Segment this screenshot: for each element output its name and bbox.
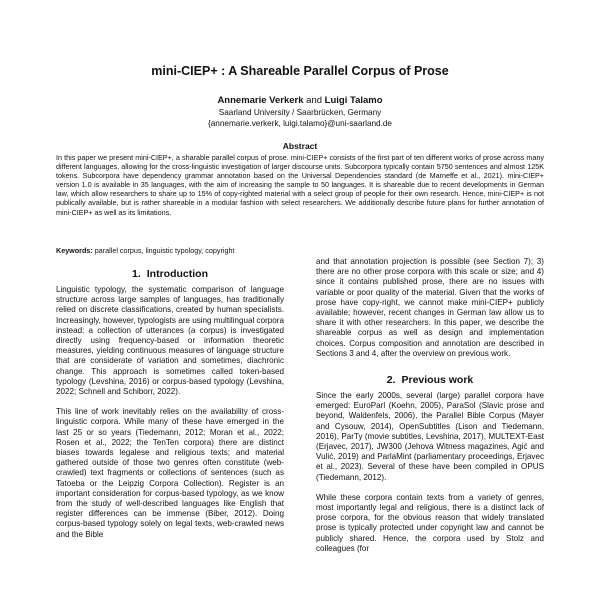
section-number: 2. (386, 374, 396, 386)
abstract-heading: Abstract (282, 141, 318, 151)
paragraph: and that annotation projection is possible (see Section 7); 3) there are no other prose corpora with this scale or size; and 4) since it contains published prose, there are no issues with variable or poor quality of the material. Given that the works of prose have copy-right, we cannot make mini-CIEP+ publicly available; however, recent changes in German law allow us to share it with other researchers. In this paper, we describe the shareable corpus as well as design and implementation choices. Corpus composition and annotation are described in Sections 3 and 4, after the overview on previous work. (316, 257, 544, 358)
left-column (56, 285, 284, 550)
email: {annemarie.verkerk, luigi.talamo}@uni-saarland.de (208, 118, 392, 128)
affiliation-block (0, 108, 600, 129)
author-line (0, 95, 600, 106)
section-title: Previous work (401, 374, 474, 386)
author-name: Annemarie Verkerk (217, 95, 304, 106)
paragraph: Linguistic typology, the systematic comparison of language structure across large samples of languages, has traditionally relied on discrete classifications, created by human specialists. Increasingly, however, typologists are using multilingual corpora instead: a collection of utterances (a corpus) is investigated directly using frequency-based or information theoretic measures, yielding continuous measures of language structure that are considerate of variation and sometimes, diachronic change. This approach is sometimes called token-based typology (Levshina, 2016) or corpus-based typology (Levshina, 2022; Schnell and Schiborr, 2022). (56, 285, 284, 397)
right-column-body (316, 391, 544, 564)
author-name: Luigi Talamo (324, 95, 383, 106)
section-heading-previous-work (316, 374, 544, 386)
section-number: 1. (131, 268, 141, 280)
paragraph: While these corpora contain texts from a variety of genres, most importantly legal and religious, there is a distinct lack of prose corpora, for the obvious reason that widely translated prose is typically protected under copyright law and cannot be publicly shared. Hence, the corpora used by Stolz and colleagues (for (316, 492, 544, 553)
section-title: Introduction (146, 268, 208, 280)
paper-title: mini-CIEP+ : A Shareable Parallel Corpus of Prose (151, 64, 449, 78)
right-column-top (316, 257, 544, 369)
keywords-line (56, 246, 544, 255)
paragraph: Since the early 2000s, several (large) parallel corpora have emerged: EuroParl (Koehn, 2005), ParaSol (Slavic prose and beyond, Waldenfels, 2006), the Parallel Bible Corpus (Mayer and Cysouw, 2014), OpenSubtitles (Lison and Tiedemann, 2016), ParTy (movie subtitles, Levshina, 2017), MULTEXT-East (Erjavec, 2017), JW300 (Jehova Witness magazines, Agić and Vulić, 2019) and ParlaMint (parliamentary proceedings, Erjavec et al., 2023). Several of these have been compiled in OPUS (Tiedemann, 2012). (316, 391, 544, 482)
affiliation: Saarland University / Saarbrücken, Germany (218, 108, 382, 117)
author-conjunction: and (306, 95, 323, 106)
abstract-text: In this paper we present mini-CIEP+, a sharable parallel corpus of prose. mini-CIEP+ consists of the first part of ten different works of prose across many different languages, allowing for the cross-linguistic investigation of larger discourse units. Subcorpora typically contain 5750 sentences and almost 125K tokens. Subcorpora have dependency grammar annotation based on the Universal Dependencies standard (de Marneffe et al., 2021). mini-CIEP+ version 1.0 is available in 35 languages, with the aim of increasing the sample to 50 languages. It is shareable due to recent developments in German law, which allow researchers to share up to 15% of copy-righted material with a select group of people for their own research. Hence, mini-CIEP+ is not publically available, but is rather shareable in a modular fashion with select researchers. We additionally describe future plans for further annotation of mini-CIEP+ as well as its limitations. (56, 153, 544, 217)
paragraph: This line of work inevitably relies on the availability of cross-linguistic corpora. While many of these have emerged in the last 25 or so years (Tiedemann, 2012; Moran et al., 2022; Rosen et al., 2022; the TenTen corpora) there are distinct biases towards legalese and religious texts; and material gathered outside of those two genres often constitute (web-crawled) text fragments or collections of sentences (such as Tatoeba or the Leipzig Corpora Collection). Register is an important consideration for corpus-based typology, as we know from the study of well-described languages like English that register differences can be immense (Biber, 2012). Doing corpus-based typology solely on legal texts, web-crawled news and the Bible (56, 407, 284, 539)
section-heading-introduction (56, 268, 284, 280)
keywords-text: parallel corpus, linguistic typology, copyright (94, 246, 235, 255)
keywords-label: Keywords: (56, 246, 93, 255)
